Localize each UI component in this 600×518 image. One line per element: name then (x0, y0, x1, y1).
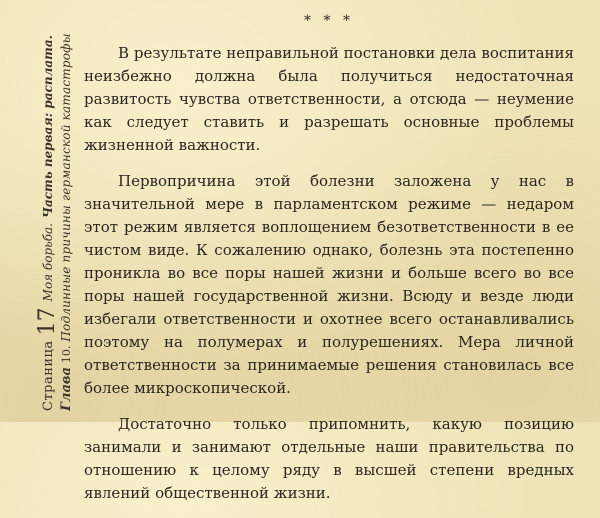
book-title: Моя борьба. (41, 223, 55, 302)
chapter-label: Глава (59, 367, 74, 411)
page-number: 17 (35, 307, 60, 336)
paragraph: Первопричина этой болезни заложена у нас в значительной мере в парламентском режиме — недаром этот режим является воплощением безответственности в ее чистом виде. К сожалению однако, болезнь эта постепенно проникла во все поры нашей жизни и больше всего во все поры нашей государственной жизни. Всюду и везде люди избегали ответственности и охотнее всего останавливались поэтому на полумерах и полурешениях. Мера личной ответственности за принимаемые решения становилась все более микроскопической. (84, 172, 574, 397)
running-header-line-1 (35, 21, 60, 411)
paragraph: В результате неправильной постановки дела воспитания неизбежно должна была получиться недостаточная развитость чувства ответственности, а отсюда — неумение как следует ставить и разрешать основные проблемы жизненной важности. (84, 44, 574, 154)
chapter-number: 10. (60, 345, 73, 364)
paragraph: Достаточно только припомнить, какую позицию занимали и занимают отдельные наши правительства по отношению к целому ряду в высшей степени вредных явлений общественной жизни. (84, 415, 574, 502)
text-column (84, 10, 574, 518)
page-label: Страница (41, 340, 56, 411)
chapter-title: Подлинные причины германской катастрофы (59, 33, 73, 342)
running-header (36, 21, 76, 411)
part-title: Часть первая: расплата. (41, 35, 55, 219)
running-header-line-2 (56, 21, 76, 411)
section-divider: * * * (304, 13, 354, 29)
